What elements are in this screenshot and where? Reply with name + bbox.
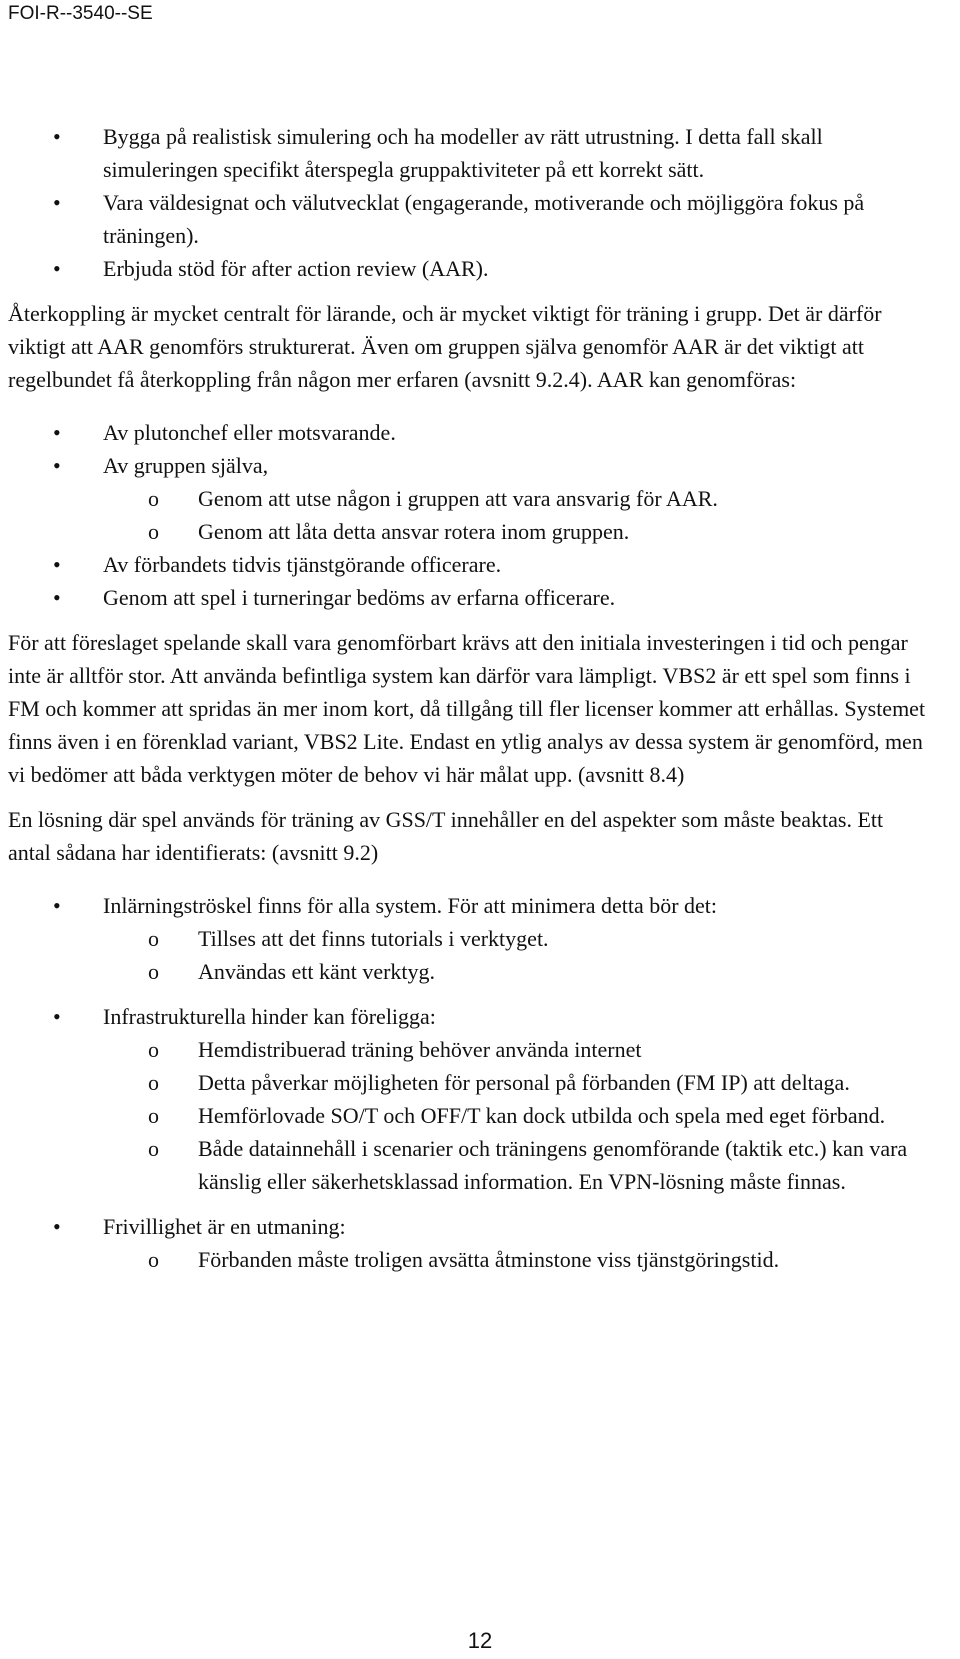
bullet-list-aspects <box>8 889 928 1276</box>
list-item: • Av förbandets tidvis tjänstgörande officerare. <box>8 548 928 581</box>
sub-list <box>8 1033 928 1198</box>
paragraph-investment: För att föreslaget spelande skall vara genomförbart krävs att den initiala investeringen i tid och pengar inte är alltför stor. Att använda befintliga system kan därför vara lämpligt. VBS2 är ett spel som finns i FM och kommer att spridas än mer inom kort, då tillgång till fler licenser kommer att erhållas. Systemet finns även i en förenklad variant, VBS2 Lite. Endast en ytlig analys av dessa system är genomförd, men vi bedömer att båda verktygen möter de behov vi här målat upp. (avsnitt 8.4) <box>8 630 926 787</box>
sub-list-item: o Detta påverkar möjligheten för personal på förbanden (FM IP) att deltaga. <box>103 1066 928 1099</box>
list-item: • Bygga på realistisk simulering och ha modeller av rätt utrustning. I detta fall skall simuleringen specifikt återspegla gruppaktiviteter på ett korrekt sätt. <box>8 120 928 186</box>
sub-list-item: o Hemdistribuerad träning behöver använda internet <box>103 1033 928 1066</box>
sub-list-item: o Både datainnehåll i scenarier och träningens genomförande (taktik etc.) kan vara känslig eller säkerhetsklassad information. En VPN-lösning måste finnas. <box>103 1132 928 1198</box>
list-item <box>8 1000 928 1198</box>
sub-list-item: o Hemförlovade SO/T och OFF/T kan dock utbilda och spela med eget förband. <box>103 1099 928 1132</box>
list-item-text: Inlärningströskel finns för alla system. För att minimera detta bör det: <box>103 893 718 918</box>
page-number: 12 <box>467 1628 493 1653</box>
list-item <box>8 1210 928 1276</box>
list-item-text: Frivillighet är en utmaning: <box>103 1214 346 1239</box>
list-item: • Genom att spel i turneringar bedöms av erfarna officerare. <box>8 581 928 614</box>
sub-list-item: o Genom att utse någon i gruppen att vara ansvarig för AAR. <box>103 482 928 515</box>
list-item-text: Av gruppen själva, <box>103 453 269 478</box>
list-item <box>8 449 928 548</box>
sub-list <box>8 1243 928 1276</box>
list-item: • Erbjuda stöd för after action review (AAR). <box>8 252 928 285</box>
document-id: FOI-R--3540--SE <box>8 3 153 24</box>
bullet-list-requirements <box>8 120 928 285</box>
paragraph-aspects: En lösning där spel används för träning av GSS/T innehåller en del aspekter som måste beaktas. Ett antal sådana har identifierats: (avsnitt 9.2) <box>8 807 884 865</box>
bullet-list-aar <box>8 416 928 614</box>
list-item <box>8 889 928 988</box>
sub-list <box>8 482 928 548</box>
list-item: • Av plutonchef eller motsvarande. <box>8 416 928 449</box>
list-item: • Vara väldesignat och välutvecklat (engagerande, motiverande och möjliggöra fokus på träningen). <box>8 186 928 252</box>
sub-list-item: o Tillses att det finns tutorials i verktyget. <box>103 922 928 955</box>
sub-list-item: o Genom att låta detta ansvar rotera inom gruppen. <box>103 515 928 548</box>
sub-list-item: o Förbanden måste troligen avsätta åtminstone viss tjänstgöringstid. <box>103 1243 928 1276</box>
sub-list <box>8 922 928 988</box>
list-item-text: Infrastrukturella hinder kan föreligga: <box>103 1004 436 1029</box>
paragraph-feedback: Återkoppling är mycket centralt för lärande, och är mycket viktigt för träning i grupp. Det är därför viktigt att AAR genomförs strukturerat. Även om gruppen själva genomför AAR är det viktigt att regelbundet få återkoppling från någon mer erfaren (avsnitt 9.2.4). AAR kan genomföras: <box>8 301 882 392</box>
page-body <box>8 120 928 1276</box>
sub-list-item: o Användas ett känt verktyg. <box>103 955 928 988</box>
